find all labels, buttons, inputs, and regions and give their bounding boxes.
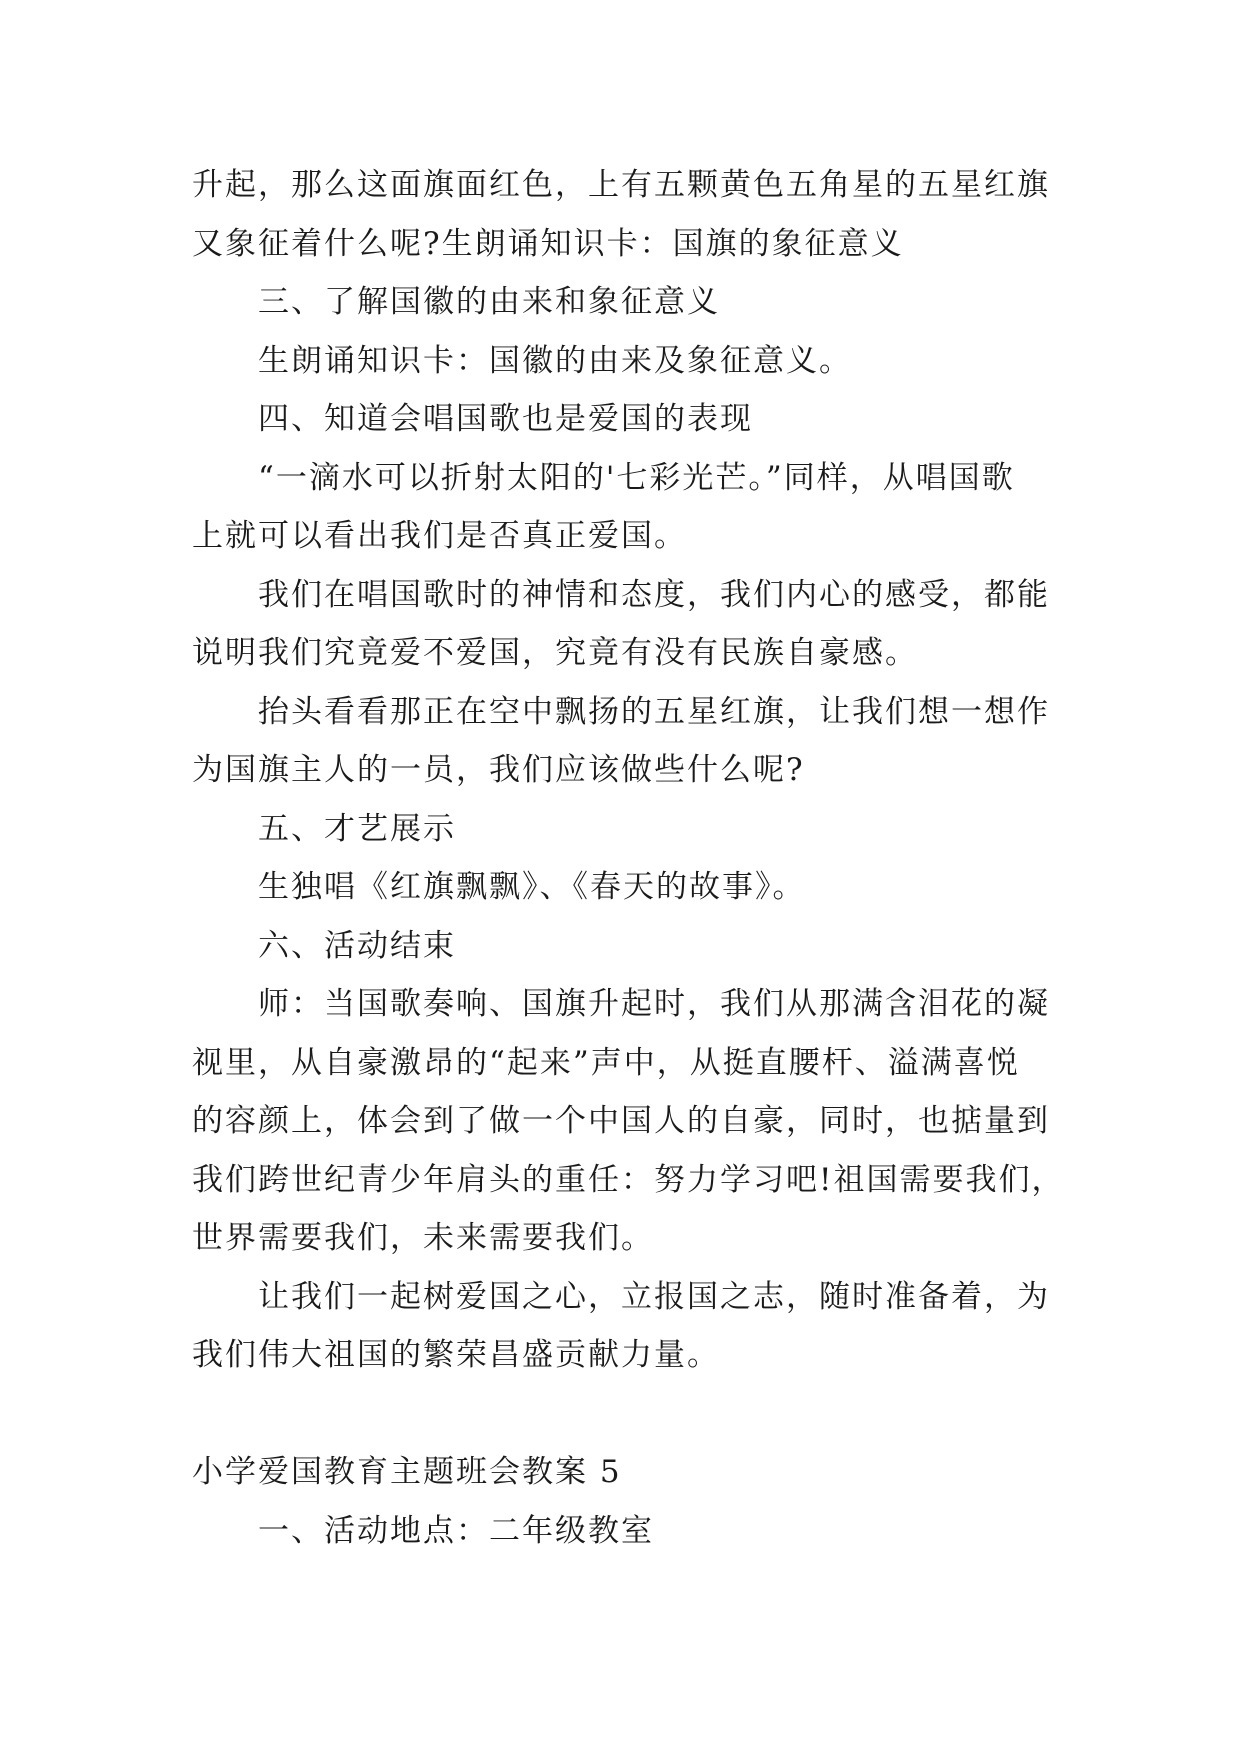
document-section-title: 小学爱国教育主题班会教案 5: [192, 1454, 622, 1490]
text-line: 说明我们究竟爱不爱国，究竟有没有民族自豪感。: [192, 635, 918, 671]
text-line: 上就可以看出我们是否真正爱国。: [192, 518, 687, 554]
text-line: 升起，那么这面旗面红色，上有五颗黄色五角星的五星红旗: [192, 167, 1050, 203]
section-heading: 五、才艺展示: [258, 810, 456, 847]
text-line: 让我们一起树爱国之心，立报国之志，随时准备着，为: [258, 1278, 1050, 1315]
text-line: 抬头看看那正在空中飘扬的五星红旗，让我们想一想作: [258, 693, 1050, 730]
text-line: 我们跨世纪青少年肩头的重任：努力学习吧!祖国需要我们，: [192, 1161, 1065, 1198]
text-line: “一滴水可以折射太阳的'七彩光芒。”同样，从唱国歌: [258, 459, 1015, 496]
section-heading: 一、活动地点：二年级教室: [258, 1512, 654, 1549]
text-line: 的容颜上，体会到了做一个中国人的自豪，同时，也掂量到: [192, 1103, 1050, 1139]
text-line: 生朗诵知识卡：国徽的由来及象征意义。: [258, 342, 852, 379]
text-line: 为国旗主人的一员，我们应该做些什么呢?: [192, 752, 805, 788]
section-heading: 四、知道会唱国歌也是爱国的表现: [258, 401, 753, 437]
section-heading: 三、了解国徽的由来和象征意义: [258, 284, 720, 320]
text-line: 我们在唱国歌时的神情和态度，我们内心的感受，都能: [258, 576, 1050, 613]
text-line: 又象征着什么呢?生朗诵知识卡：国旗的象征意义: [192, 225, 904, 262]
text-line: 生独唱《红旗飘飘》、《春天的故事》。: [258, 869, 806, 905]
text-line: 师：当国歌奏响、国旗升起时，我们从那满含泪花的凝: [258, 986, 1050, 1022]
document-body: [192, 156, 1065, 1560]
text-line: 视里，从自豪激昂的“起来”声中，从挺直腰杆、溢满喜悦: [192, 1044, 1020, 1081]
section-heading: 六、活动结束: [258, 927, 456, 964]
text-line: 世界需要我们，未来需要我们。: [192, 1220, 654, 1256]
paragraph-gap: [192, 1385, 1062, 1444]
text-line: 我们伟大祖国的繁荣昌盛贡献力量。: [192, 1337, 720, 1373]
